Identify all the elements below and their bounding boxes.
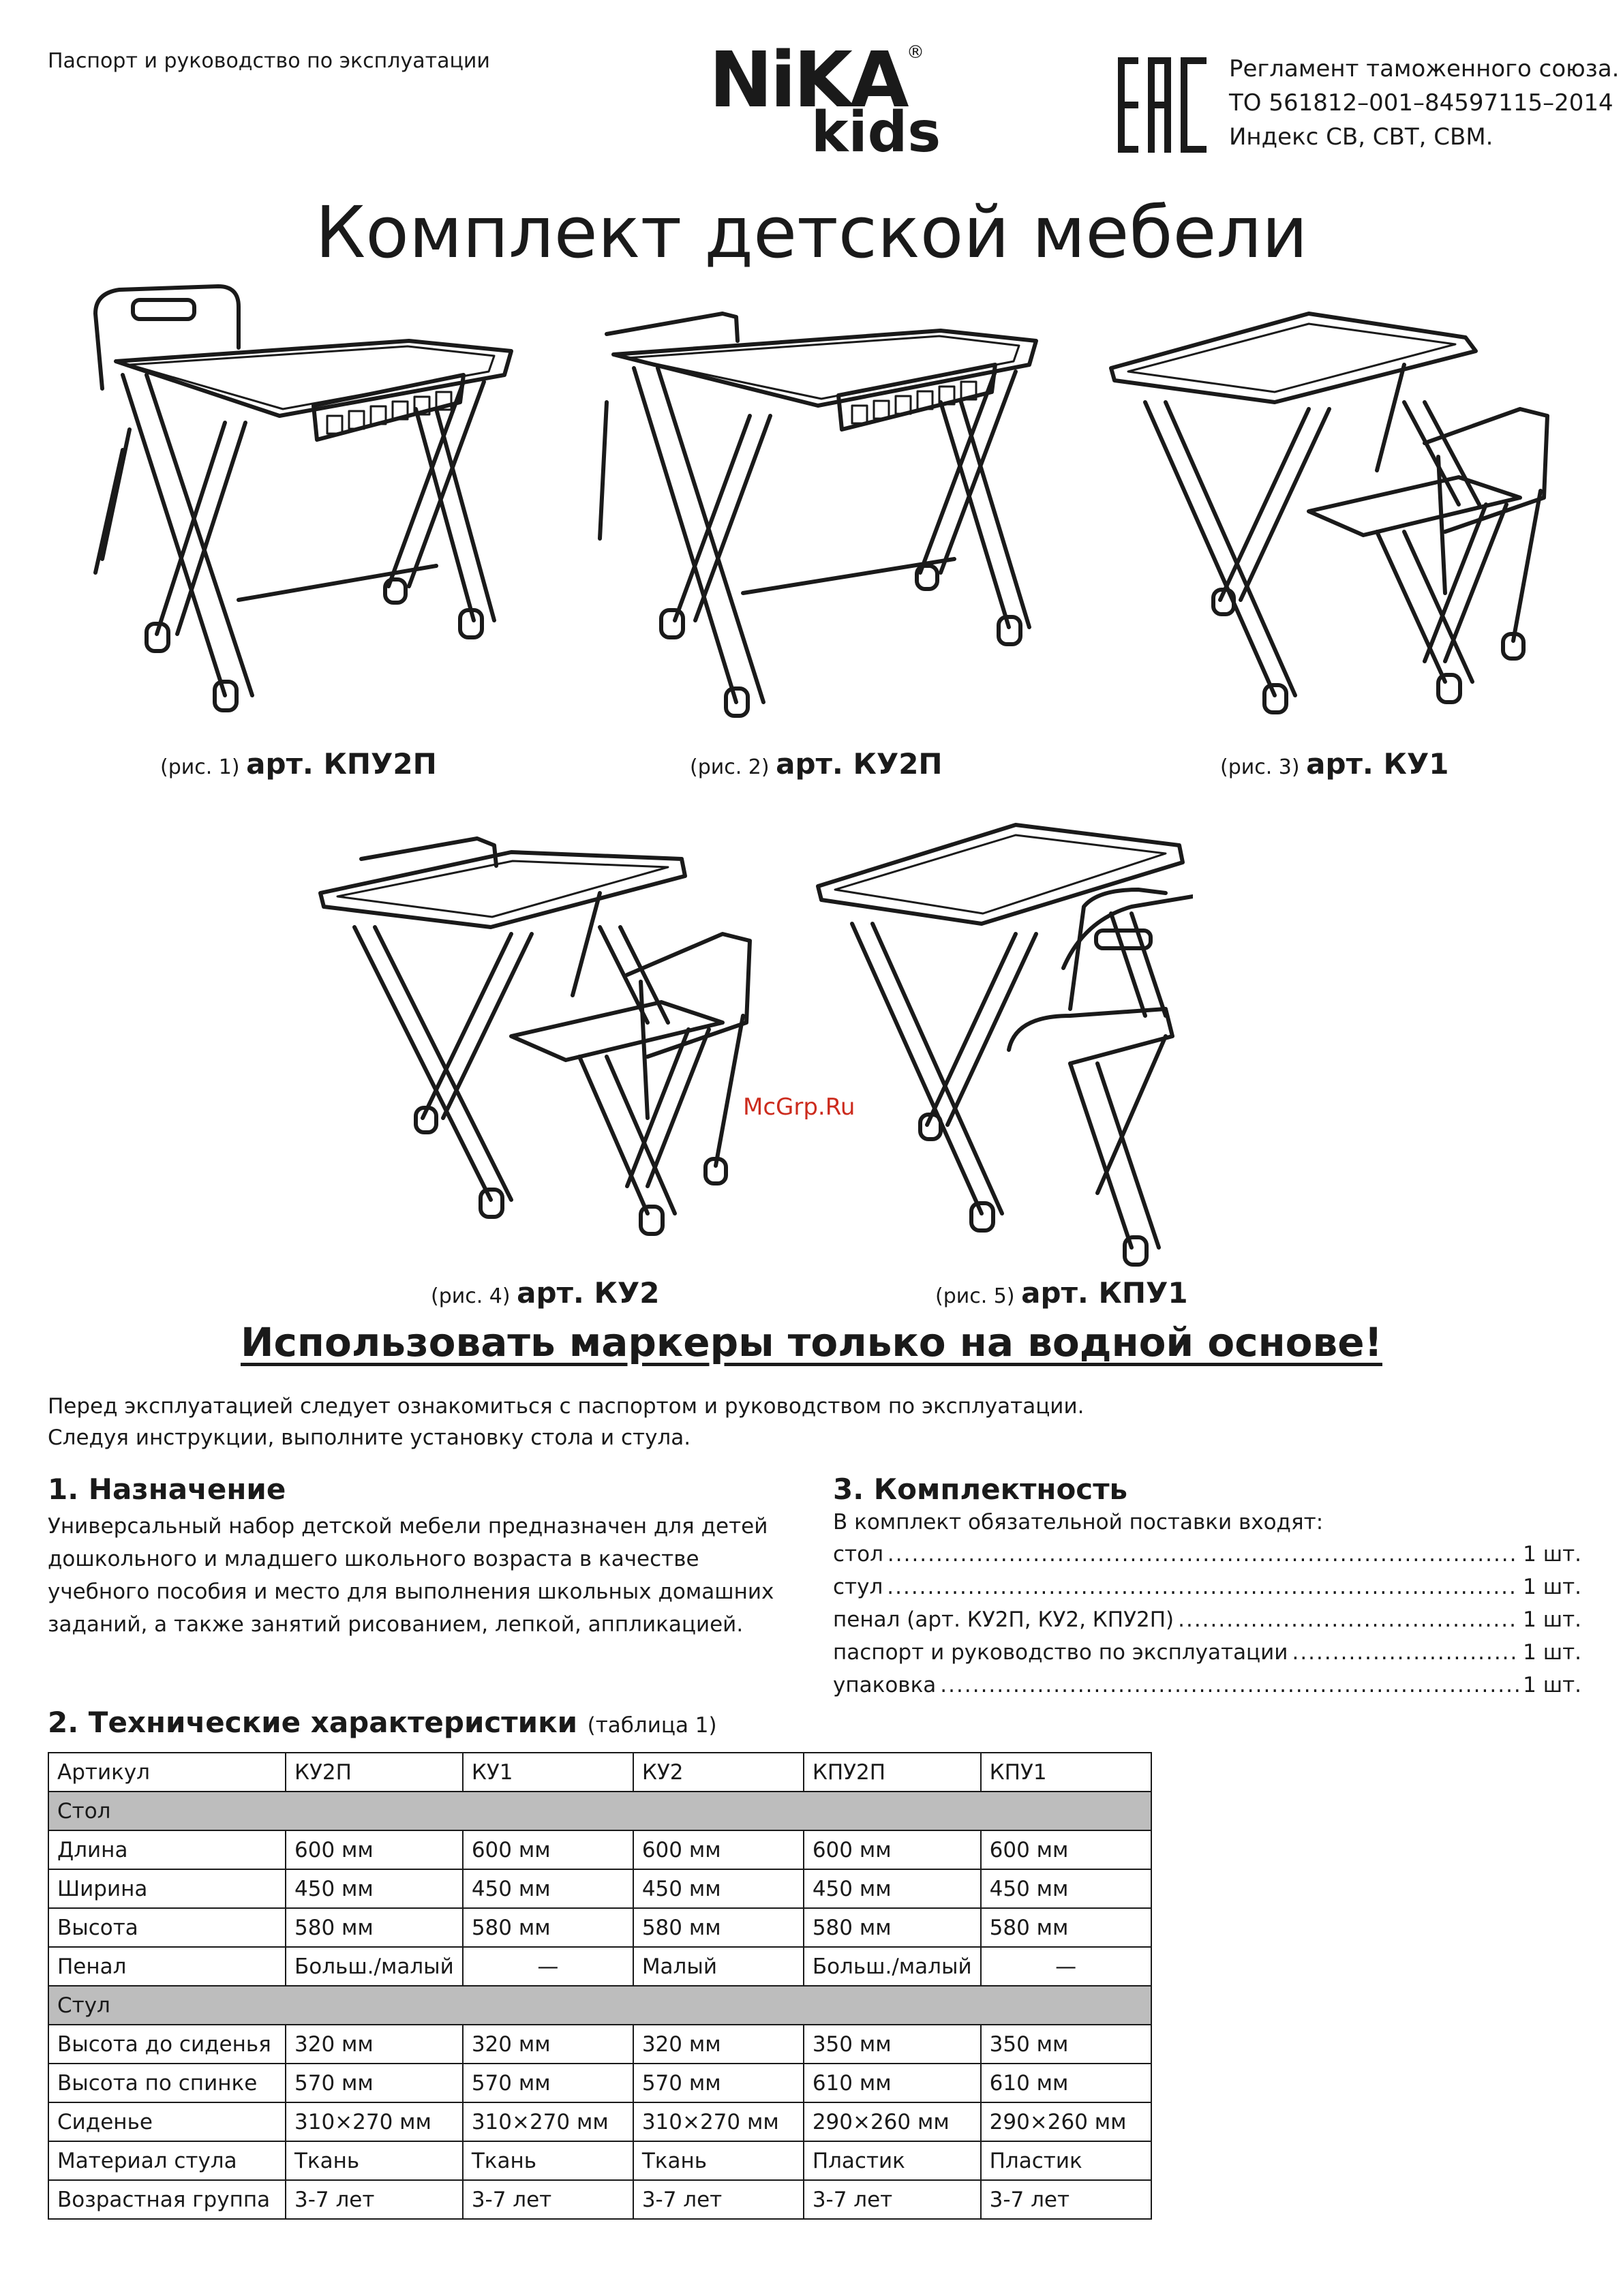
intro-line: Следуя инструкции, выполните установку стола и стула. (48, 1425, 691, 1450)
section-3-heading: 3. Комплектность (833, 1472, 1128, 1506)
table-header-cell: КУ2П (286, 1753, 463, 1792)
figure-2-caption (690, 747, 943, 781)
table-cell: 290×260 мм (804, 2102, 981, 2141)
figure-number: (рис. 1) (160, 755, 240, 779)
table-cell: 3-7 лет (286, 2180, 463, 2219)
section-1-heading: 1. Назначение (48, 1472, 286, 1506)
logo-text-nika: NiKA (709, 36, 907, 125)
table-cell: Больш./малый (286, 1947, 463, 1986)
table-cell: 310×270 мм (463, 2102, 633, 2141)
item-name: стул (833, 1575, 883, 1599)
item-name: пенал (арт. КУ2П, КУ2, КПУ2П) (833, 1607, 1174, 1632)
table-cell: 310×270 мм (286, 2102, 463, 2141)
table-cell: — (463, 1947, 633, 1986)
regulation-line: ТО 561812–001–84597115–2014 (1229, 89, 1613, 117)
group-label-table: Стол (48, 1792, 1151, 1830)
table-cell: 600 мм (981, 1830, 1151, 1869)
list-item (833, 1607, 1581, 1640)
dot-leader (887, 1575, 1519, 1599)
regulation-block (1229, 52, 1619, 154)
list-item (833, 1673, 1581, 1706)
section-2-title: 2. Технические характеристики (48, 1706, 577, 1739)
section-1-line: Универсальный набор детской мебели предназначен для детей (48, 1514, 768, 1539)
table-header-cell: Артикул (48, 1753, 286, 1792)
table-row (48, 2064, 1151, 2102)
table-cell: 450 мм (981, 1869, 1151, 1908)
table-note: (таблица 1) (587, 1713, 717, 1738)
table-cell: 320 мм (463, 2025, 633, 2064)
table-cell: Ширина (48, 1869, 286, 1908)
table-cell: Высота по спинке (48, 2064, 286, 2102)
table-row (48, 1908, 1151, 1947)
table-cell: Ткань (463, 2141, 633, 2180)
watermark: McGrp.Ru (743, 1093, 855, 1121)
table-cell: Материал стула (48, 2141, 286, 2180)
table-cell: 610 мм (981, 2064, 1151, 2102)
figure-number: (рис. 2) (690, 755, 770, 779)
table-cell: Пенал (48, 1947, 286, 1986)
table-cell: Возрастная группа (48, 2180, 286, 2219)
figure-5-caption (935, 1276, 1188, 1310)
figure-1-caption (160, 747, 437, 781)
figure-1-illustration (82, 273, 532, 750)
table-cell: 580 мм (804, 1908, 981, 1947)
table-cell: Высота до сиденья (48, 2025, 286, 2064)
table-row (48, 2141, 1151, 2180)
table-cell: 600 мм (286, 1830, 463, 1869)
table-cell: 3-7 лет (981, 2180, 1151, 2219)
table-cell: 450 мм (633, 1869, 804, 1908)
logo-text-kids: kids (811, 100, 941, 165)
section-1-line: дошкольного и младшего школьного возраста в качестве (48, 1547, 699, 1571)
table-cell: 320 мм (286, 2025, 463, 2064)
table-cell: 580 мм (286, 1908, 463, 1947)
group-label-chair: Стул (48, 1986, 1151, 2025)
item-quantity: 1 шт. (1523, 1542, 1581, 1567)
section-3-intro: В комплект обязательной поставки входят: (833, 1510, 1324, 1535)
table-row (48, 2180, 1151, 2219)
table-cell: 290×260 мм (981, 2102, 1151, 2141)
page-title: Комплект детской мебели (315, 191, 1308, 274)
intro-text (48, 1391, 1084, 1453)
registered-mark: ® (907, 42, 924, 63)
figure-number: (рис. 5) (935, 1284, 1015, 1308)
figure-number: (рис. 4) (431, 1284, 511, 1308)
table-cell: 580 мм (633, 1908, 804, 1947)
table-cell: Высота (48, 1908, 286, 1947)
regulation-line: Индекс СВ, СВТ, СВМ. (1229, 123, 1493, 151)
table-cell: 600 мм (804, 1830, 981, 1869)
dot-leader (940, 1673, 1519, 1697)
section-1-body (48, 1510, 791, 1641)
figure-4-caption (431, 1276, 659, 1310)
table-cell: 450 мм (804, 1869, 981, 1908)
figure-4-illustration (314, 818, 763, 1254)
table-group-row (48, 1792, 1151, 1830)
table-cell: 310×270 мм (633, 2102, 804, 2141)
dot-leader (1178, 1607, 1519, 1632)
table-cell: 350 мм (804, 2025, 981, 2064)
figure-article: арт. КУ2 (517, 1276, 660, 1310)
section-2-heading (48, 1706, 717, 1739)
item-quantity: 1 шт. (1523, 1607, 1581, 1632)
table-cell: 450 мм (286, 1869, 463, 1908)
table-row (48, 1869, 1151, 1908)
item-name: упаковка (833, 1673, 937, 1697)
table-cell: 600 мм (463, 1830, 633, 1869)
marker-warning: Использовать маркеры только на водной основе! (240, 1319, 1382, 1365)
section-1-line: заданий, а также занятий рисованием, лепкой, аппликацией. (48, 1612, 744, 1637)
figure-article: арт. КУ1 (1306, 747, 1449, 781)
item-name: паспорт и руководство по эксплуатации (833, 1640, 1288, 1665)
table-row (48, 1947, 1151, 1986)
table-cell: Больш./малый (804, 1947, 981, 1986)
list-item (833, 1575, 1581, 1607)
table-cell: Ткань (633, 2141, 804, 2180)
figure-article: арт. КПУ1 (1021, 1276, 1188, 1310)
table-cell: 570 мм (286, 2064, 463, 2102)
intro-line: Перед эксплуатацией следует ознакомиться с паспортом и руководством по эксплуатации. (48, 1394, 1084, 1419)
dot-leader (1292, 1640, 1519, 1665)
figure-number: (рис. 3) (1220, 755, 1300, 779)
section-1-line: учебного пособия и место для выполнения школьных домашних (48, 1580, 774, 1604)
table-cell: — (981, 1947, 1151, 1986)
table-cell: 320 мм (633, 2025, 804, 2064)
table-cell: 450 мм (463, 1869, 633, 1908)
contents-list (833, 1542, 1581, 1706)
table-header-cell: КУ2 (633, 1753, 804, 1792)
item-quantity: 1 шт. (1523, 1575, 1581, 1599)
table-row (48, 2102, 1151, 2141)
table-header-cell: КПУ1 (981, 1753, 1151, 1792)
item-name: стол (833, 1542, 883, 1567)
table-cell: 570 мм (463, 2064, 633, 2102)
table-cell: 580 мм (981, 1908, 1151, 1947)
table-row (48, 2025, 1151, 2064)
table-cell: 570 мм (633, 2064, 804, 2102)
table-cell: Малый (633, 1947, 804, 1986)
table-cell: 3-7 лет (804, 2180, 981, 2219)
dot-leader (888, 1542, 1519, 1567)
figure-3-caption (1220, 747, 1448, 781)
regulation-line: Регламент таможенного союза. (1229, 55, 1620, 82)
table-group-row (48, 1986, 1151, 2025)
list-item (833, 1542, 1581, 1575)
table-header-cell: КУ1 (463, 1753, 633, 1792)
spec-table (48, 1752, 1152, 2220)
table-cell: 3-7 лет (463, 2180, 633, 2219)
eac-certification-icon (1118, 57, 1207, 153)
table-cell: 610 мм (804, 2064, 981, 2102)
table-cell: Пластик (804, 2141, 981, 2180)
table-cell: Сиденье (48, 2102, 286, 2141)
table-cell: 3-7 лет (633, 2180, 804, 2219)
table-row (48, 1830, 1151, 1869)
item-quantity: 1 шт. (1523, 1640, 1581, 1665)
figure-3-illustration (1104, 300, 1568, 736)
table-cell: Длина (48, 1830, 286, 1869)
document-type: Паспорт и руководство по эксплуатации (48, 49, 490, 73)
table-cell: Пластик (981, 2141, 1151, 2180)
table-cell: Ткань (286, 2141, 463, 2180)
figure-article: арт. КУ2П (776, 747, 943, 781)
item-quantity: 1 шт. (1523, 1673, 1581, 1697)
list-item (833, 1640, 1581, 1673)
table-cell: 600 мм (633, 1830, 804, 1869)
table-cell: 580 мм (463, 1908, 633, 1947)
table-header-cell: КПУ2П (804, 1753, 981, 1792)
figure-5-illustration (811, 811, 1193, 1275)
figure-article: арт. КПУ2П (246, 747, 437, 781)
table-cell: 350 мм (981, 2025, 1151, 2064)
table-header-row (48, 1753, 1151, 1792)
nika-kids-logo (709, 36, 941, 179)
figure-2-illustration (593, 300, 1057, 736)
